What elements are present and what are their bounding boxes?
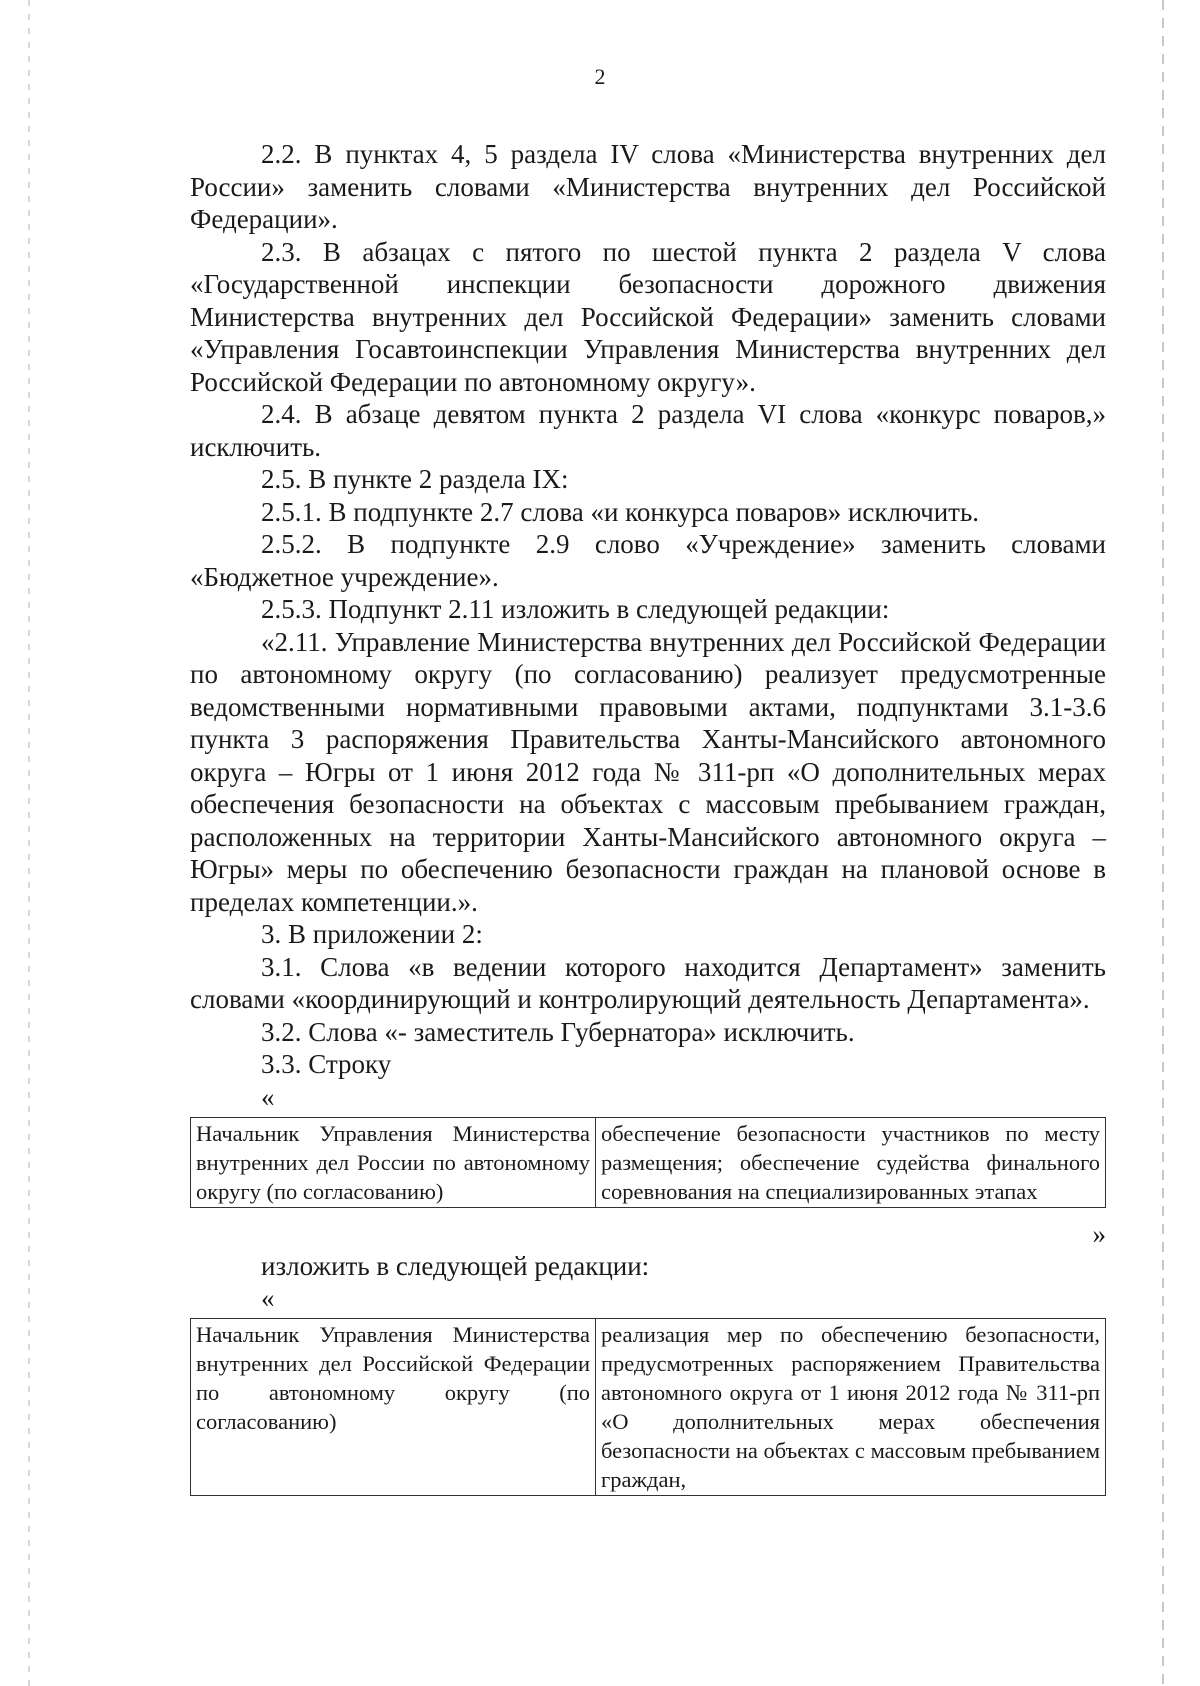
paragraph-2-5-1: 2.5.1. В подпункте 2.7 слова «и конкурса поваров» исключить.	[261, 496, 980, 527]
paragraph-3-2: 3.2. Слова «- заместитель Губернатора» исключить.	[261, 1016, 855, 1047]
paragraph-2-2: 2.2. В пунктах 4, 5 раздела IV слова «Министерства внутренних дел России» заменить словами «Министерства внутренних дел Российской Федерации».	[190, 139, 1106, 234]
paragraph-2-3: 2.3. В абзацах с пятого по шестой пункта 2 раздела V слова «Государственной инспекции безопасности дорожного движения Министерства внутренних дел Российской Федерации» заменить словами «Управления Госавтоинспекции Управления Министерства внутренних дел Российской Федерации по автономному округу».	[190, 236, 1106, 397]
paragraph-2-5-2: 2.5.2. В подпункте 2.9 слово «Учреждение» заменить словами «Бюджетное учреждение».	[190, 529, 1106, 592]
table-row	[191, 1117, 1106, 1207]
paragraph-2-11-quote: «2.11. Управление Министерства внутренних дел Российской Федерации по автономному округу (по согласованию) реализует предусмотренные ведомственными нормативными правовыми актами, подпунктами 3.1-3.6 пункта 3 распоряжения Правительства Ханты-Мансийского автономного округа – Югры от 1 июня 2012 года № 311-рп «О дополнительных мерах обеспечения безопасности на объектах с массовым пребыванием граждан, расположенных на территории Ханты-Мансийского автономного округа – Югры» меры по обеспечению безопасности граждан на плановой основе в пределах компетенции.».	[190, 626, 1106, 917]
scan-edge-left	[28, 0, 30, 1686]
document-body	[190, 138, 1106, 1506]
paragraph-3-3: 3.3. Строку	[261, 1049, 392, 1079]
table-old-left-cell: Начальник Управления Министерства внутренних дел России по автономному округу (по согласованию)	[191, 1117, 596, 1207]
close-quote-1: »	[1092, 1218, 1106, 1249]
paragraph-2-4: 2.4. В абзаце девятом пункта 2 раздела VI слова «конкурс поваров,» исключить.	[190, 399, 1106, 462]
paragraph-3: 3. В приложении 2:	[261, 919, 483, 949]
scan-edge-right	[1162, 0, 1164, 1686]
table-old-row	[190, 1117, 1106, 1208]
open-quote-2: «	[261, 1283, 275, 1313]
table-row	[191, 1319, 1106, 1496]
table-old-right-cell: обеспечение безопасности участников по месту размещения; обеспечение судейства финального соревнования на специализированных этапах	[596, 1117, 1106, 1207]
page-number: 2	[594, 64, 606, 89]
paragraph-3-1: 3.1. Слова «в ведении которого находится Департамент» заменить словами «координирующий и контролирующий деятельность Департамента».	[190, 951, 1106, 1014]
table-new-left-cell: Начальник Управления Министерства внутренних дел Российской Федерации по автономному округу (по согласованию)	[191, 1319, 596, 1496]
open-quote-1: «	[261, 1081, 275, 1112]
paragraph-2-5-3: 2.5.3. Подпункт 2.11 изложить в следующей редакции:	[261, 594, 890, 624]
table-new-row	[190, 1318, 1106, 1496]
paragraph-replace: изложить в следующей редакции:	[261, 1250, 650, 1281]
paragraph-2-5: 2.5. В пункте 2 раздела IX:	[261, 464, 569, 494]
table-new-right-cell: реализация мер по обеспечению безопасности, предусмотренных распоряжением Правительства автономного округа от 1 июня 2012 года № 311-рп «О дополнительных мерах обеспечения безопасности на объектах с массовым пребыванием граждан,	[596, 1319, 1106, 1496]
